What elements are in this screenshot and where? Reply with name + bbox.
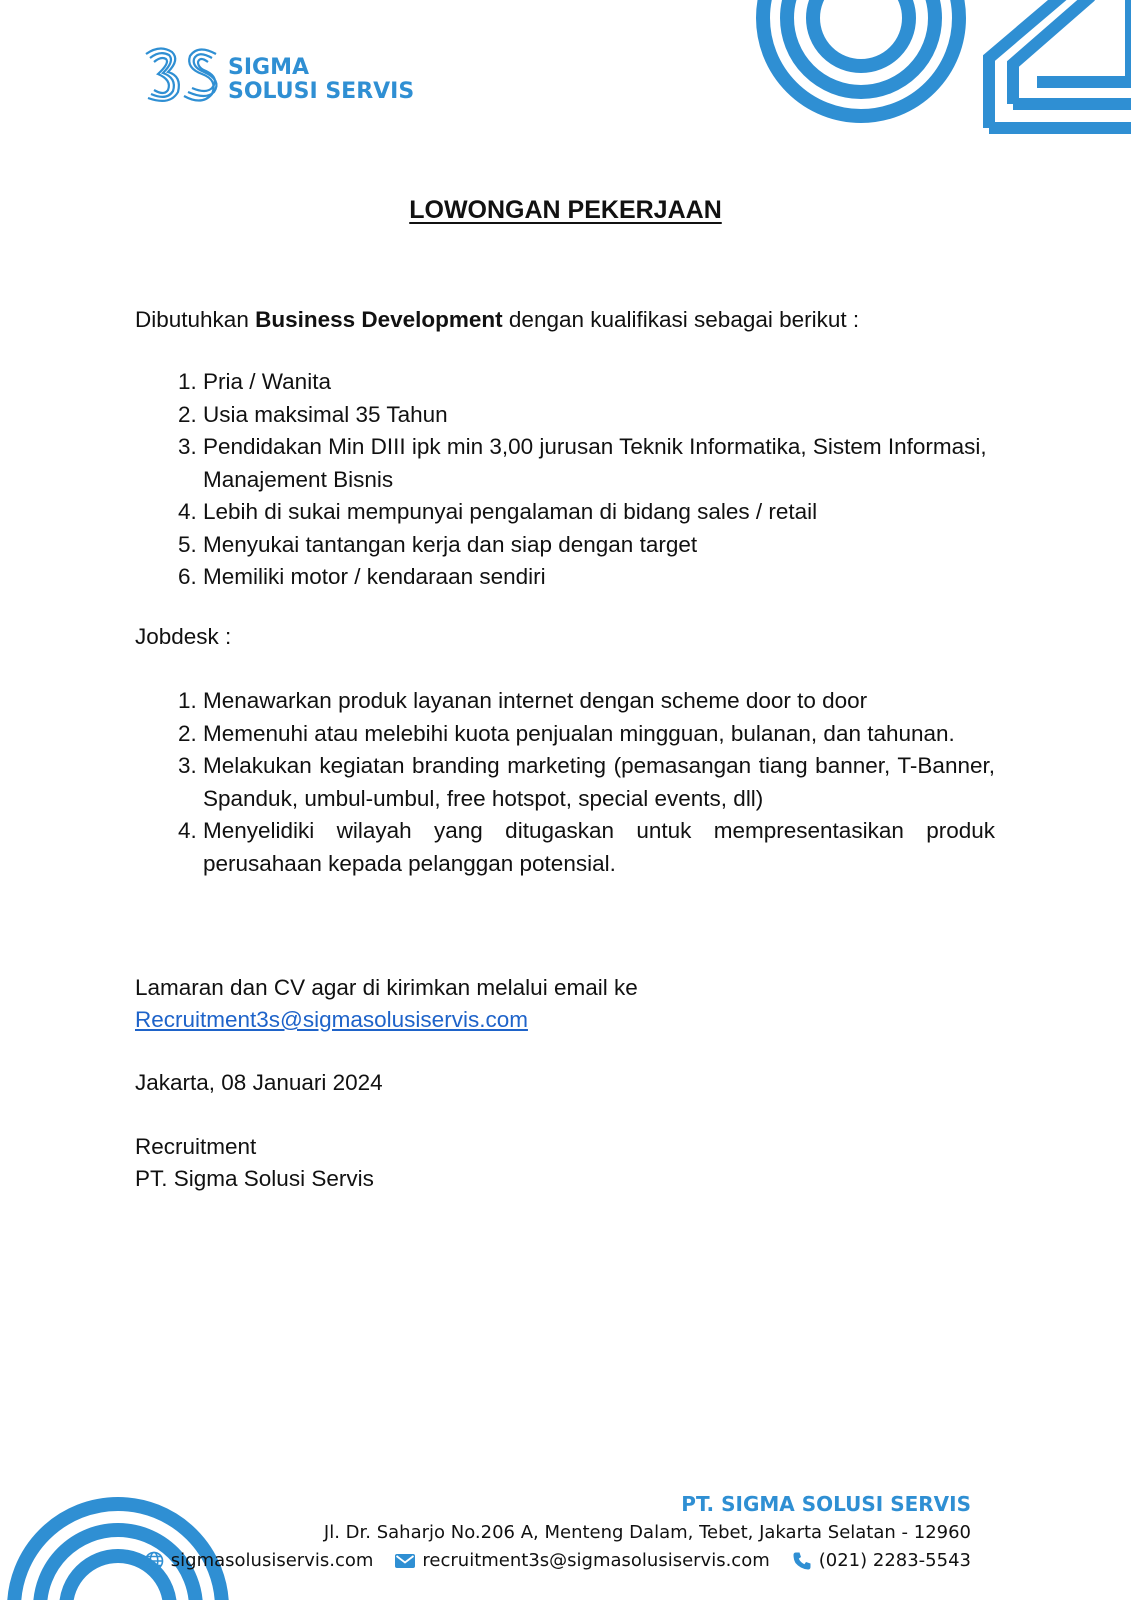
footer-phone-text: (021) 2283-5543 xyxy=(818,1550,971,1571)
footer-decoration xyxy=(0,1450,230,1600)
list-item: 2. Memenuhi atau melebihi kuota penjualan mingguan, bulanan, dan tahunan. xyxy=(203,718,995,751)
footer-website[interactable] xyxy=(144,1548,374,1574)
globe-icon xyxy=(144,1551,164,1571)
footer xyxy=(170,1490,971,1574)
list-item: 4. Lebih di sukai mempunyai pengalaman di bidang sales / retail xyxy=(203,496,995,529)
footer-website-text: sigmasolusiservis.com xyxy=(170,1550,374,1571)
mail-icon xyxy=(395,1553,415,1569)
qualifications-list xyxy=(135,366,995,594)
list-item: 6. Memiliki motor / kendaraan sendiri xyxy=(203,561,995,594)
list-item: 3. Pendidakan Min DIII ipk min 3,00 jurusan Teknik Informatika, Sistem Informasi, Manajement Bisnis xyxy=(203,431,995,496)
footer-company-name: PT. SIGMA SOLUSI SERVIS xyxy=(681,1492,971,1516)
logo-line-2: SOLUSI SERVIS xyxy=(228,79,415,104)
list-item: 1. Menawarkan produk layanan internet dengan scheme door to door xyxy=(203,685,995,718)
list-item: 2. Usia maksimal 35 Tahun xyxy=(203,399,995,432)
list-item: 1. Pria / Wanita xyxy=(203,366,995,399)
logo-3s-mark xyxy=(140,42,224,108)
list-item: 5. Menyukai tantangan kerja dan siap dengan target xyxy=(203,529,995,562)
application-text: Lamaran dan CV agar di kirimkan melalui email ke xyxy=(135,975,638,1000)
date-line: Jakarta, 08 Januari 2024 xyxy=(135,1070,383,1095)
phone-icon xyxy=(792,1551,812,1571)
footer-address: Jl. Dr. Saharjo No.206 A, Menteng Dalam, Tebet, Jakarta Selatan - 12960 xyxy=(323,1522,971,1543)
list-item: 3. Melakukan kegiatan branding marketing (pemasangan tiang banner, T-Banner, Spanduk, umbul-umbul, free hotspot, special events, dll) xyxy=(203,750,995,815)
logo-line-1: SIGMA xyxy=(228,55,310,80)
footer-phone[interactable] xyxy=(792,1548,971,1574)
jobdesk-label: Jobdesk : xyxy=(135,624,232,649)
header-decoration xyxy=(751,0,1131,140)
signature-line-2: PT. Sigma Solusi Servis xyxy=(135,1166,374,1191)
position-name: Business Development xyxy=(255,307,503,332)
application-email-line xyxy=(135,1004,995,1037)
intro-prefix: Dibutuhkan xyxy=(135,307,256,332)
footer-email-text: recruitment3s@sigmasolusiservis.com xyxy=(422,1550,770,1571)
page-title: LOWONGAN PEKERJAAN xyxy=(409,196,722,224)
intro-paragraph xyxy=(135,304,995,337)
company-logo xyxy=(140,42,440,112)
footer-contacts xyxy=(170,1548,971,1574)
list-item: 4. Menyelidiki wilayah yang ditugaskan untuk mempresentasikan produk perusahaan kepada pelanggan potensial. xyxy=(203,815,995,880)
jobdesk-list xyxy=(135,685,995,880)
footer-email[interactable] xyxy=(395,1548,769,1574)
signature-line-1: Recruitment xyxy=(135,1134,257,1159)
intro-suffix: dengan kualifikasi sebagai berikut : xyxy=(502,307,860,332)
application-email-link[interactable]: Recruitment3s@sigmasolusiservis.com xyxy=(135,1007,528,1032)
